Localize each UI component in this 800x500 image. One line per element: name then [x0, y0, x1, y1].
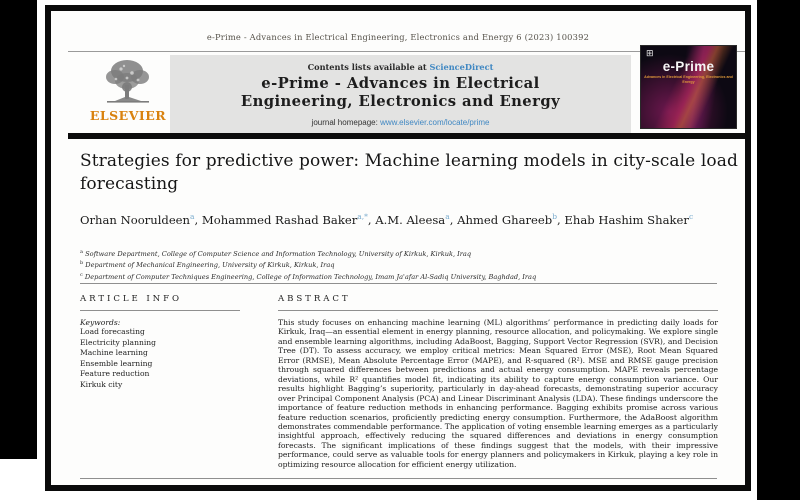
- keyword-item: Kirkuk city: [80, 379, 123, 389]
- abstract-rule: [278, 310, 718, 311]
- article-info-rule: [80, 310, 240, 311]
- contents-line: [170, 62, 631, 72]
- abstract-bottom-rule: [80, 478, 717, 479]
- author-name: Orhan Nooruldeen: [80, 212, 191, 227]
- letterbox-right: [757, 0, 800, 500]
- affiliation-line: $^b$ Department of Mechanical Engineering, University of Kirkuk, Kirkuk, Iraq: [80, 260, 335, 270]
- author-separator: ,: [194, 212, 202, 227]
- homepage-prefix: journal homepage:: [311, 118, 381, 127]
- journal-homepage-link[interactable]: www.elsevier.com/locate/prime: [380, 118, 490, 127]
- elsevier-tree-icon: [89, 57, 167, 107]
- author-name: Ehab Hashim Shaker: [564, 212, 689, 227]
- keyword-item: Feature reduction: [80, 369, 150, 379]
- masthead-divider-bar: [68, 133, 745, 139]
- author-separator: ,: [557, 212, 565, 227]
- journal-title: e-Prime - Advances in Electrical Engineering, Electronics and Energy: [240, 75, 561, 110]
- keyword-item: Load forecasting: [80, 327, 145, 336]
- paper-page: [45, 5, 751, 491]
- author-name: Mohammed Rashad Baker: [201, 212, 358, 227]
- elsevier-logo: [89, 57, 167, 135]
- sciencedirect-link[interactable]: ScienceDirect: [429, 62, 494, 72]
- author-name: A.M. Aleesa: [375, 212, 446, 227]
- author-separator: ,: [367, 212, 376, 227]
- author-affil-sup[interactable]: a: [445, 212, 450, 221]
- author-separator: ,: [449, 212, 458, 227]
- affiliation-list: [80, 248, 748, 282]
- article-title: Strategies for predictive power: Machine learning models in city-scale load forecasting: [80, 151, 738, 194]
- abstract-column: [278, 294, 718, 469]
- author-list: [80, 208, 748, 229]
- elsevier-wordmark: ELSEVIER: [89, 108, 167, 123]
- affiliation-line: $^c$ Department of Computer Techniques Engineering, College of Information Technology, Imam Ja'afar Al-Sadiq University, Baghdad, Iraq: [80, 271, 537, 281]
- abstract-heading: ABSTRACT: [278, 294, 351, 304]
- author-affil-sup[interactable]: a: [190, 212, 195, 221]
- keyword-item: Electricity planning: [80, 337, 157, 347]
- author-affil-sup[interactable]: a,*: [357, 212, 368, 221]
- author-name: Ahmed Ghareeb: [457, 212, 553, 227]
- letterbox-left: [0, 0, 37, 459]
- journal-citation: e-Prime - Advances in Electrical Engineering, Electronics and Energy 6 (2023) 100392: [206, 32, 590, 42]
- cover-subtitle: Advances in Electrical Engineering, Electronics and Energy: [644, 75, 733, 84]
- article-info-column: [80, 294, 250, 391]
- author-affil-sup[interactable]: b: [552, 212, 558, 221]
- cover-title: e-Prime: [662, 59, 715, 74]
- keywords-label: Keywords:: [80, 318, 121, 327]
- header-separator-rule: [80, 283, 717, 284]
- author-affil-sup[interactable]: c: [688, 212, 694, 221]
- contents-prefix: Contents lists available at: [307, 62, 430, 72]
- abstract-text: This study focuses on enhancing machine learning (ML) algorithms’ performance in predicting daily loads for Kirkuk, Iraq—an essential element in energy planning, resource allocation, and policymaking. We explore single and ensemble learning algorithms, including AdaBoost, Bagging, Support Vector Regression (SVR), and Decision Tree (DT). To assess accuracy, we employ critical metrics: Mean Squared Error (MSE), Root Mean Squared Error (RMSE), Mean Absolute Percentage Error (MAPE), and R-squared (R²). MSE and RMSE gauge precision through squared differences between predictions and actual energy consumption. MAPE reveals percentage deviations, while R² quantifies model fit, indicating its ability to capture energy consumption variance. Our results highlight Bagging’s superiority, particularly in day-ahead forecasts, demonstrating superior accuracy over Principal Component Analysis (PCA) and Linear Discriminant Analysis (LDA). These findings underscore the importance of feature reduction methods in enhancing performance. Bagging exhibits promise across various feature reduction scenarios, proficiently predicting energy consumption. Furthermore, the AdaBoost algorithm demonstrates commendable performance. The application of voting ensemble learning emerges as a particularly insightful approach, effectively reducing the squared differences and deviations in energy consumption forecasts. The significant implications of these findings suggest that the models, with their impressive performance, could serve as valuable tools for energy planners and policymakers in Kirkuk, playing a key role in optimizing resource allocation for efficient energy utilization.: [278, 318, 718, 469]
- affiliation-line: $^a$ Software Department, College of Computer Science and Information Technology, University of Kirkuk, Kirkuk, Iraq: [80, 249, 472, 259]
- keyword-item: Machine learning: [80, 348, 148, 358]
- article-info-heading: ARTICLE INFO: [80, 294, 182, 304]
- homepage-line: [170, 118, 631, 127]
- masthead-box: [170, 55, 631, 133]
- cover-grid-icon: ⊞: [646, 49, 654, 59]
- keyword-item: Ensemble learning: [80, 358, 153, 368]
- journal-cover-thumbnail: [640, 45, 737, 129]
